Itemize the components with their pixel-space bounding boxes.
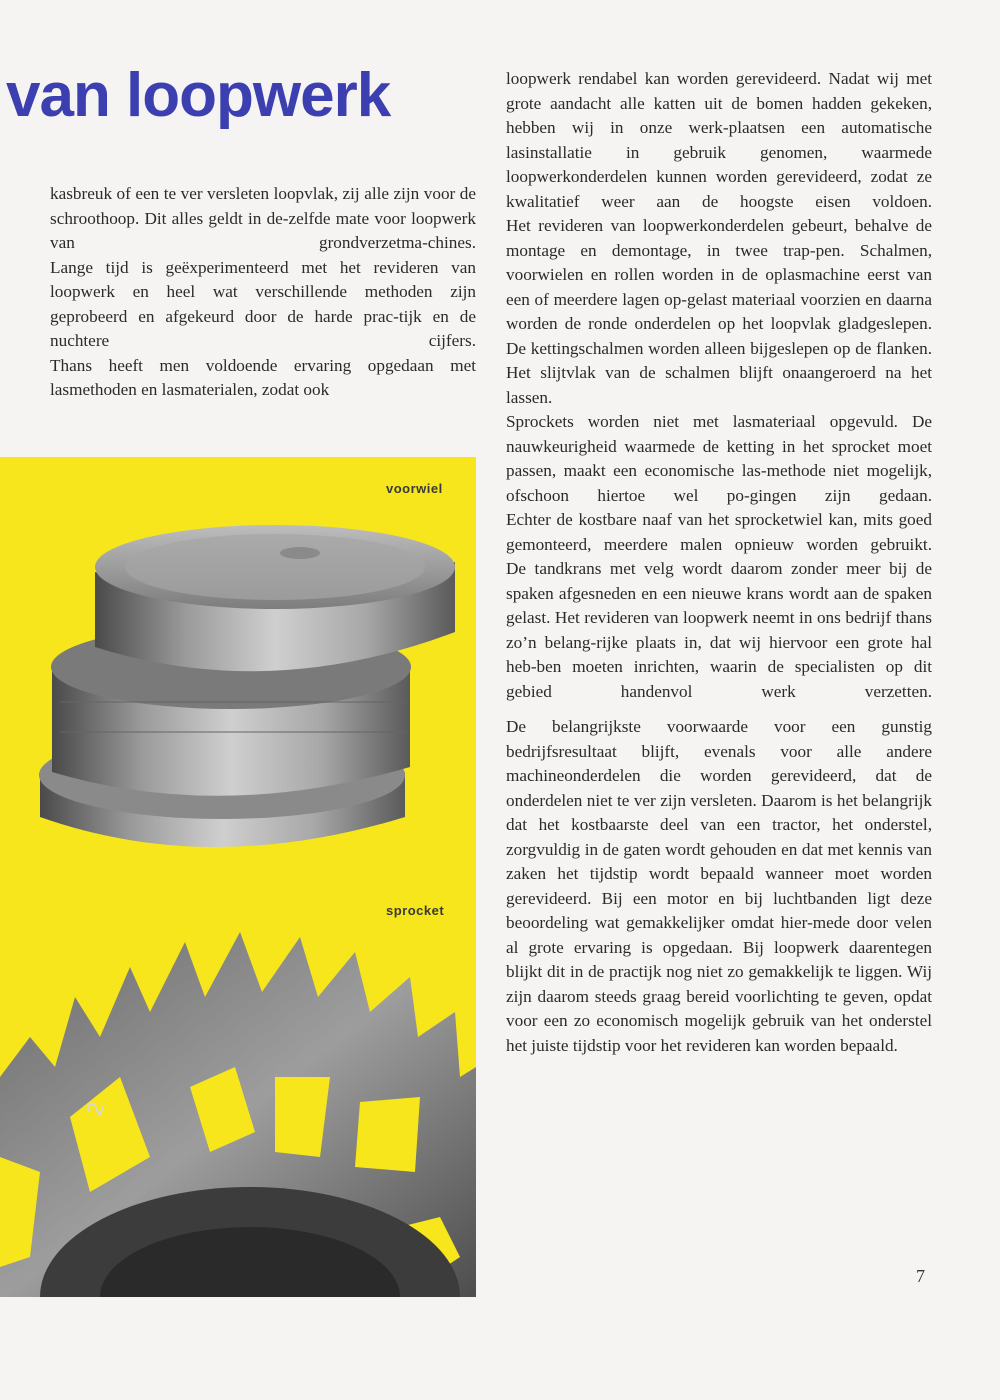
- right-text-column: [506, 67, 932, 1058]
- left-paragraph-1: kasbreuk of een te ver versleten loopvlak, zij alle zijn voor de schroothoop. Dit alles geldt in de-zelfde mate voor loopwerk van grondverzetma-chines.: [50, 184, 476, 252]
- right-paragraph-5: De tandkrans met velg wordt daarom zonder meer bij de spaken afgesneden en een nieuwe krans wordt aan de spaken gelast. Het revideren van loopwerk neemt in ons bedrijf thans zo’n belang-rijke plaats in, dat wij hiervoor een grote hal heb-ben moeten inrichten, waarin de specialisten op dit gebied handenvol werk verzetten.: [506, 559, 932, 701]
- left-paragraph-2: Lange tijd is geëxperimenteerd met het revideren van loopwerk en heel wat verschillende methoden zijn geprobeerd en afgekeurd door de harde prac-tijk en de nuchtere cijfers.: [50, 257, 476, 350]
- sprocket-stamp-number: 2: [81, 1098, 109, 1119]
- right-paragraph-4: Echter de kostbare naaf van het sprocketwiel kan, mits goed gemonteerd, meerdere malen opnieuw worden gebruikt.: [506, 510, 932, 554]
- right-paragraph-6: De belangrijkste voorwaarde voor een gunstig bedrijfsresultaat blijft, evenals voor alle andere machineonderdelen die worden gerevideerd, dat de onderdelen niet te ver zijn versleten. Daarom is het belangrijk dat het kostbaarste deel van een tractor, het onderstel, zorgvuldig in de gaten wordt gehouden en dat met kennis van zaken het tijdstip wordt bepaald wanneer moet worden gerevideerd. Bij een motor en bij luchtbanden ligt deze beoordeling wat gemakkelijker omdat hier-mede door velen al grote ervaring is opgedaan. Bij loopwerk daarentegen blijkt dit in de practijk nog niet zo gemakkelijk te liggen. Wij zijn daarom steeds graag bereid voorlichting te geven, opdat voor een zo economisch mogelijk gebruik van het onderstel het juiste tijdstip voor het revideren kan worden bepaald.: [506, 717, 932, 1055]
- voorwiel-photo: [0, 517, 476, 897]
- photo-panel: [0, 457, 476, 1295]
- right-paragraph-3: Sprockets worden niet met lasmateriaal opgevuld. De nauwkeurigheid waarmede de ketting in het sprocket moet passen, maakt een economische las-methode niet mogelijk, ofschoon hiertoe wel po-gingen zijn gedaan.: [506, 412, 932, 505]
- caption-sprocket: sprocket: [386, 903, 445, 918]
- right-paragraph-2: Het revideren van loopwerkonderdelen gebeurt, behalve de montage en demontage, in twee trap-pen. Schalmen, voorwielen en rollen worden in de oplasmachine eerst van een of meerdere lagen op-gelast materiaal voorzien en daarna worden de ronde onderdelen op het loopvlak gladgeslepen. De kettingschalmen worden alleen bijgeslepen op de flanken. Het slijtvlak van de schalmen blijft onaangeroerd na het lassen.: [506, 216, 932, 407]
- left-text-column: [50, 182, 476, 403]
- right-paragraph-1: loopwerk rendabel kan worden gerevideerd. Nadat wij met grote aandacht alle katten uit de bomen hadden gekeken, hebben wij in onze werk-plaatsen een automatische lasinstallatie in gebruik genomen, waarmede loopwerkonderdelen kunnen worden gerevideerd, zodat ze kwalitatief weer aan de hoogste eisen voldoen.: [506, 69, 932, 211]
- caption-voorwiel: voorwiel: [386, 481, 443, 496]
- page-title: van loopwerk: [6, 61, 391, 130]
- sprocket-photo: [0, 927, 476, 1297]
- page-number: 7: [916, 1266, 925, 1286]
- left-paragraph-3: Thans heeft men voldoende ervaring opgedaan met lasmethoden en lasmaterialen, zodat ook: [50, 355, 476, 399]
